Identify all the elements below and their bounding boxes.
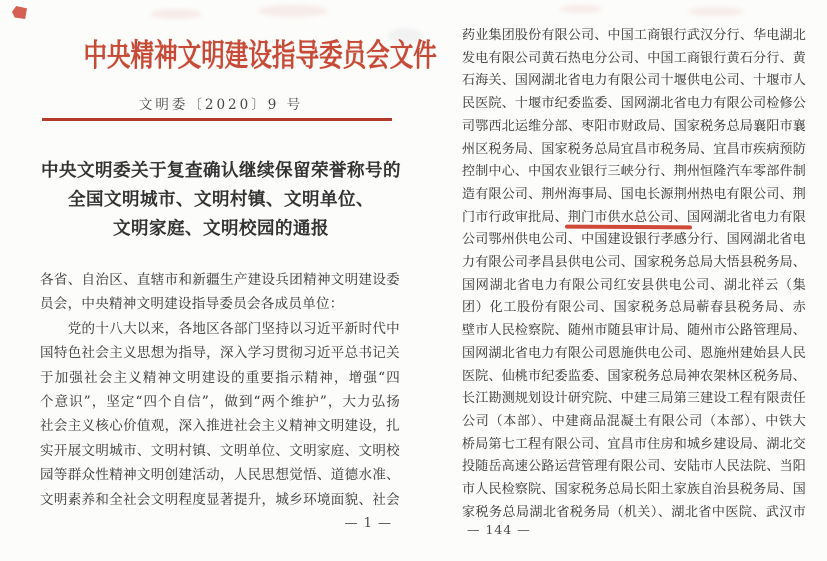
body-line: 文明素养和全社会文明程度显著提升，城乡环境面貌、社会 [40,491,400,508]
page-number: — 1 — [344,516,392,531]
red-divider-line [42,118,392,121]
list-line: 司鄂西北运维分部、枣阳市财政局、国家税务总局襄阳市襄 [462,118,806,134]
list-line: 控制中心、中国农业银行三峡分行、荆州恒隆汽车零部件制 [462,164,806,180]
list-line: 市人民检察院、国家税务总局长阳土家族自治县税务局、国 [462,482,806,498]
document-number: 文明委〔2020〕9 号 [138,97,304,113]
document-body [40,268,400,512]
list-line: 团）化工股份有限公司、国家税务总局蕲春县税务局、赤 [462,300,806,316]
unit-list [462,25,806,524]
highlighted-company-name: 荆门市供水总公司、 [567,209,687,225]
title-line: 文明家庭、文明校园的通报 [113,219,329,239]
list-line: 投随岳高速公路运营管理有限公司、安陆市人民法院、当阳 [462,459,806,475]
list-line: 公司鄂州供电公司、中国建设银行孝感分行、国网湖北省电 [462,232,806,248]
list-line: 石海关、国网湖北省电力有限公司十堰供电公司、十堰市人 [462,73,806,89]
list-line-segment: 门市行政审批局、 [462,209,568,225]
body-line: 实开展文明城市、文明村镇、文明单位、文明家庭、文明校 [40,442,400,459]
list-line: 民医院、十堰市纪委监委、国网湖北省电力有限公司检修公 [462,96,806,112]
body-line: 社会主义核心价值观，深入推进社会主义精神文明建设，扎 [40,418,400,435]
document-title [38,157,404,244]
list-line: 家税务总局湖北省税务局（机关）、湖北省中医院、武汉市 [462,504,806,520]
body-line: 员会，中央精神文明建设指导委员会各成员单位： [40,296,344,313]
list-line: 发电有限公司黄石热电分公司、中国工商银行黄石分行、黄 [462,50,806,66]
right-page [455,0,827,561]
list-line-segment: 国网湖北省电力有限 [686,209,806,225]
body-line: 党的十八大以来，各地区各部门坚持以习近平新时代中 [40,320,400,337]
list-line: 国网湖北省电力有限公司红安县供电公司、湖北祥云（集 [462,277,806,293]
title-line: 全国文明城市、文明村镇、文明单位、 [68,190,374,210]
list-line: 壁市人民检察院、随州市随县审计局、随州市公路管理局、 [462,323,806,339]
list-line: 桥局第七工程有限公司、宜昌市住房和城乡建设局、湖北交 [462,436,806,452]
list-line-with-highlight [462,207,806,230]
list-line: 国网湖北省电力有限公司恩施供电公司、恩施州建始县人民 [462,345,806,361]
list-line: 造有限公司、荆州海事局、国电长源荆州热电有限公司、荆 [462,186,806,202]
list-line: 药业集团股份有限公司、中国工商银行武汉分行、华电湖北 [462,28,806,43]
list-line: 州区税务局、国家税务总局宜昌市税务局、宜昌市疾病预防 [462,141,806,157]
list-line: 长江勘测规划设计研究院、中建三局第三建设工程有限责任 [462,391,806,407]
body-line: 个意识”，坚定“四个自信”，做到“两个维护”，大力弘扬 [40,394,400,411]
list-line: 公司（本部）、中建商品混凝土有限公司（本部）、中铁大 [462,413,806,429]
body-line: 园等群众性精神文明创建活动，人民思想觉悟、道德水准、 [40,467,400,484]
list-line: 力有限公司孝昌县供电公司、国家税务总局大悟县税务局、 [462,255,806,271]
body-line: 于加强社会主义精神文明建设的重要指示精神，增强“四 [40,369,400,386]
body-line: 国特色社会主义思想为指导，深入学习贯彻习近平总书记关 [40,345,400,362]
title-line: 中央文明委关于复查确认继续保留荣誉称号的 [41,161,401,181]
body-line: 各省、自治区、直辖市和新疆生产建设兵团精神文明建设委 [40,272,400,288]
page-number: — 144 — [467,522,531,537]
document-org-header: 中央精神文明建设指导委员会文件 [83,38,437,74]
list-line: 医院、仙桃市纪委监委、国家税务总局神农架林区税务局、 [462,368,806,384]
